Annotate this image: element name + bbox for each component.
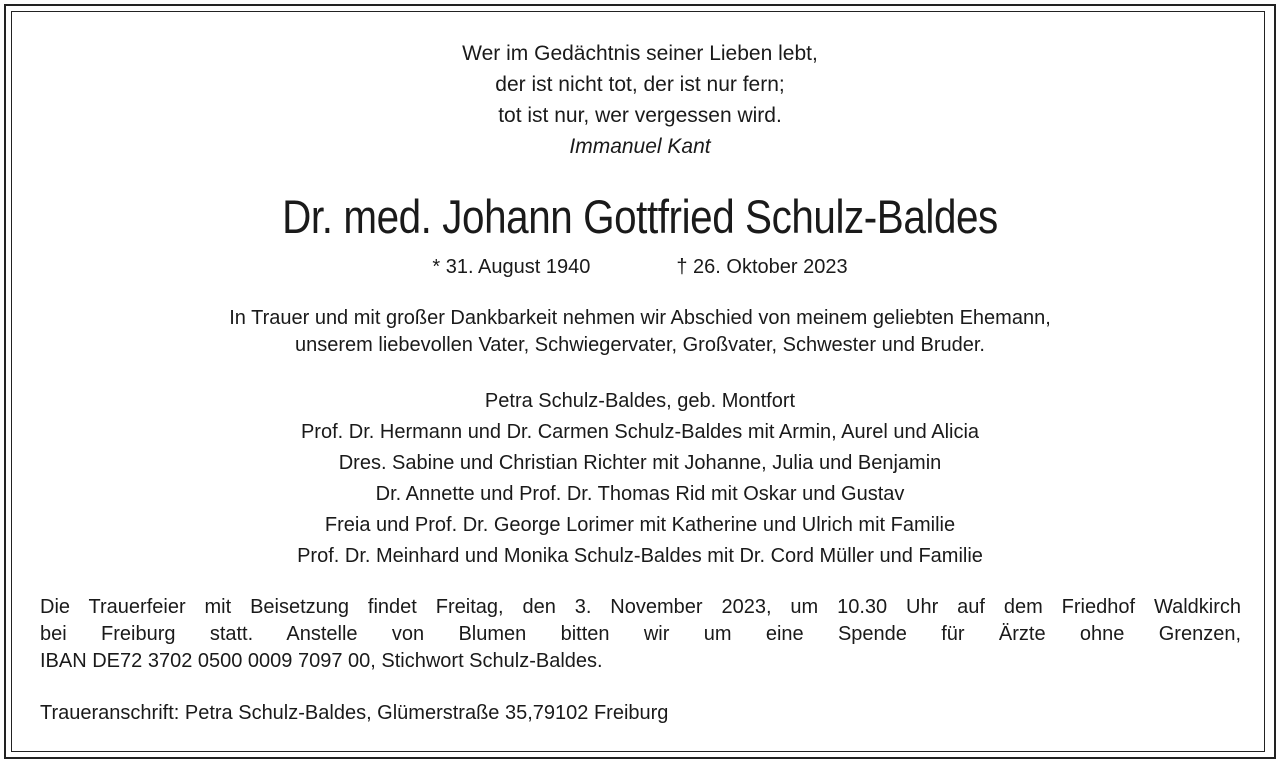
mourner-line: Dres. Sabine und Christian Richter mit Johanne, Julia und Benjamin [338, 452, 942, 474]
mourner-line: Prof. Dr. Meinhard und Monika Schulz-Baldes mit Dr. Cord Müller und Familie [297, 545, 983, 567]
deceased-name: Dr. med. Johann Gottfried Schulz-Baldes [282, 190, 998, 243]
notice-line: IBAN DE72 3702 0500 0009 7097 00, Stichwort Schulz-Baldes. [40, 650, 603, 672]
notice-line: bei Freiburg statt. Anstelle von Blumen bitten wir um eine Spende für Ärzte ohne Grenzen, [40, 623, 1241, 645]
notice-line: Die Trauerfeier mit Beisetzung findet Freitag, den 3. November 2023, um 10.30 Uhr auf dem Friedhof Waldkirch [40, 596, 1241, 618]
quote-line: Wer im Gedächtnis seiner Lieben lebt, [462, 42, 818, 65]
quote-line: der ist nicht tot, der ist nur fern; [495, 73, 785, 96]
mourner-line: Dr. Annette und Prof. Dr. Thomas Rid mit Oskar und Gustav [375, 483, 905, 505]
birth-date: * 31. August 1940 [432, 256, 591, 278]
mourning-address: Traueranschrift: Petra Schulz-Baldes, Glümerstraße 35,79102 Freiburg [40, 702, 669, 724]
mourner-line: Petra Schulz-Baldes, geb. Montfort [484, 390, 796, 412]
memorial-quote [0, 38, 1280, 162]
quote-author: Immanuel Kant [569, 135, 711, 158]
quote-line: tot ist nur, wer vergessen wird. [498, 104, 782, 127]
funeral-notice [40, 594, 1241, 675]
intro-line: In Trauer und mit großer Dankbarkeit nehmen wir Abschied von meinem geliebten Ehemann, [229, 307, 1051, 329]
mourner-line: Prof. Dr. Hermann und Dr. Carmen Schulz-Baldes mit Armin, Aurel und Alicia [300, 421, 980, 443]
intro-text [0, 305, 1280, 359]
mourners-list [0, 386, 1280, 572]
life-dates [0, 254, 1280, 280]
intro-line: unserem liebevollen Vater, Schwiegervater, Großvater, Schwester und Bruder. [295, 334, 985, 356]
death-date: † 26. Oktober 2023 [676, 256, 848, 278]
mourner-line: Freia und Prof. Dr. George Lorimer mit Katherine und Ulrich mit Familie [324, 514, 956, 536]
